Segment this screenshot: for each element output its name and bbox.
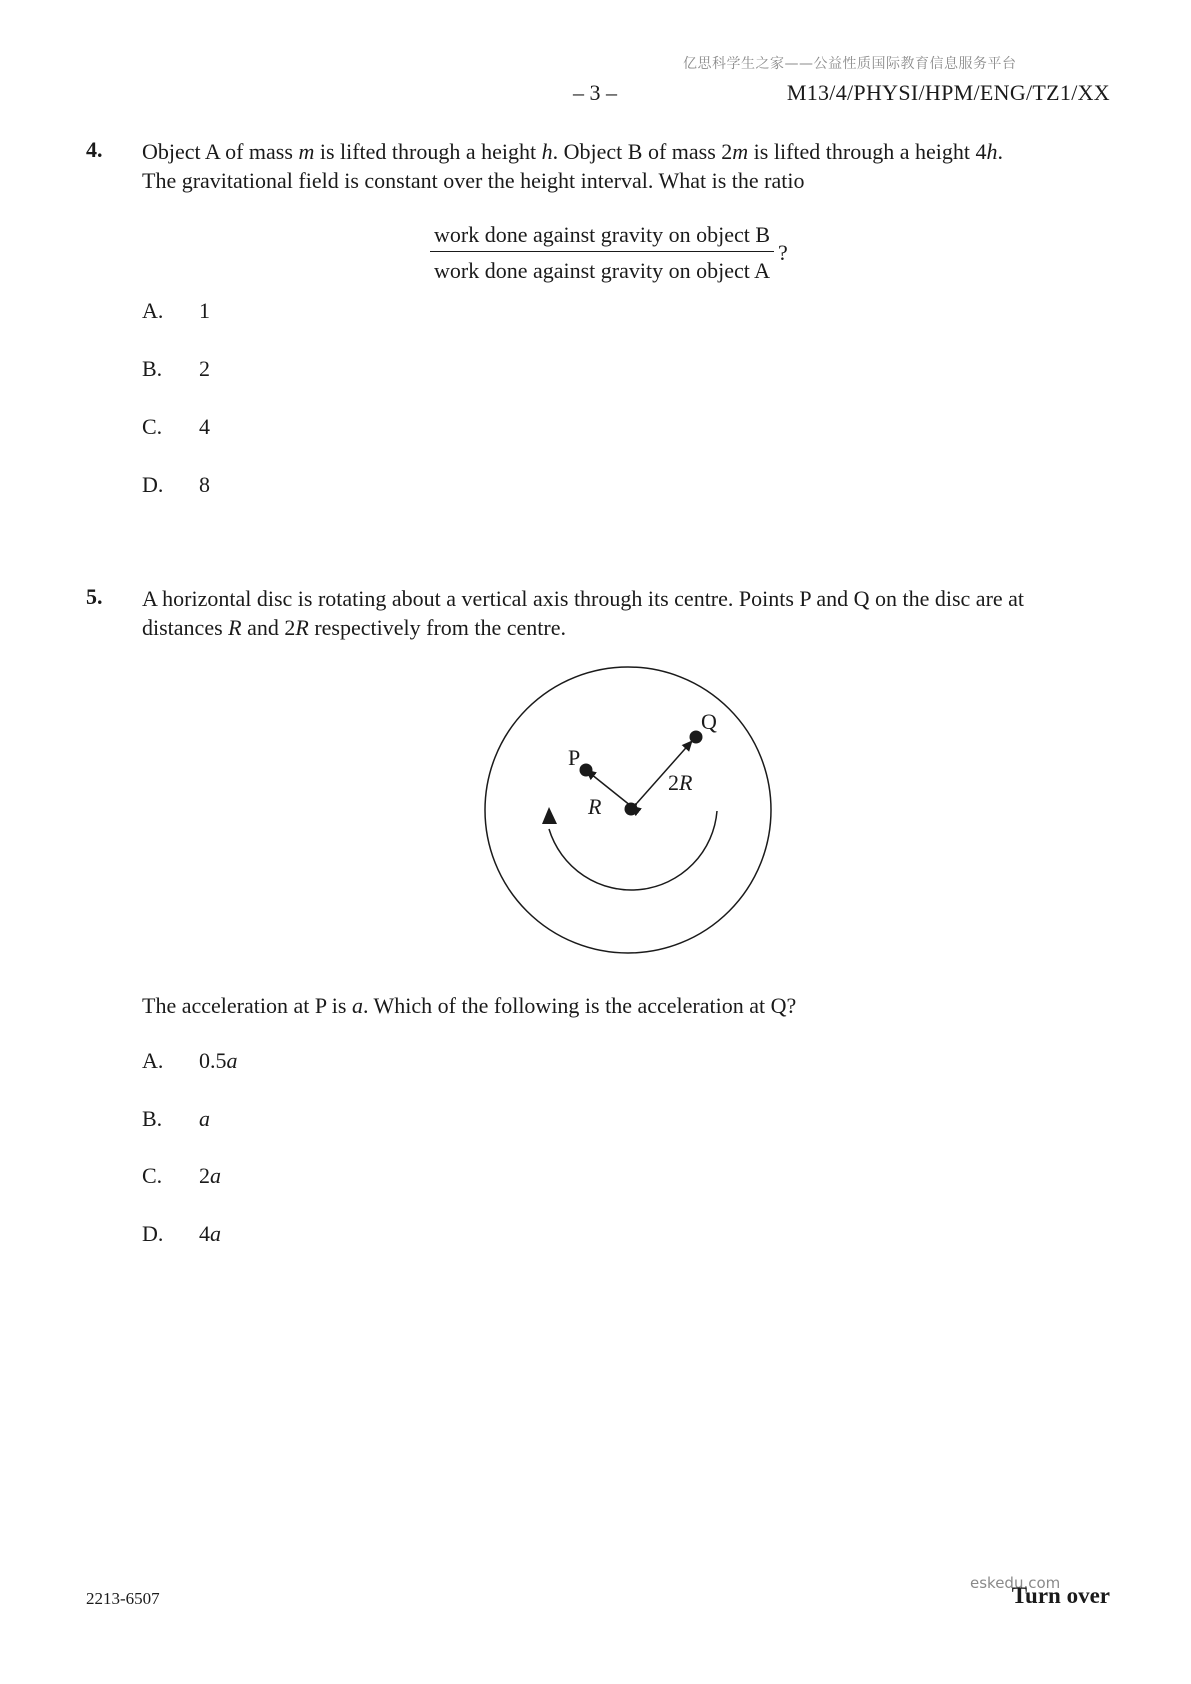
- rotation-arrow-head-icon: [542, 807, 557, 824]
- label-r: R: [588, 794, 602, 819]
- page-number: – 3 –: [573, 80, 617, 105]
- q4-option-c-letter: C.: [142, 414, 163, 439]
- question-4-text: [142, 137, 1110, 195]
- fraction-denominator: work done against gravity on object A: [434, 258, 771, 283]
- fraction-box: [430, 222, 774, 284]
- fraction-question-mark: ?: [778, 240, 788, 265]
- rotating-disc-diagram: [482, 664, 782, 964]
- q4-option-b-letter: B.: [142, 356, 163, 381]
- q5-option-b-letter: B.: [142, 1106, 163, 1131]
- question-5-text: [142, 584, 1110, 642]
- turn-over-label: Turn over: [1011, 1583, 1110, 1608]
- question-5-prompt: The acceleration at P is a. Which of the following is the acceleration at Q?: [142, 993, 797, 1018]
- fraction-numerator: work done against gravity on object B: [430, 222, 774, 252]
- label-2r: 2R: [668, 770, 693, 795]
- footer-watermark: eskedu.com: [970, 1574, 1061, 1592]
- label-q: Q: [701, 709, 717, 734]
- point-p: [580, 764, 593, 777]
- q4-option-d-value: 8: [199, 472, 210, 497]
- q5-option-b-value: a: [199, 1106, 210, 1131]
- q5-option-d-letter: D.: [142, 1221, 164, 1246]
- question-4-number: 4.: [86, 137, 103, 162]
- header-watermark: 亿思科学生之家——公益性质国际教育信息服务平台: [683, 56, 1017, 72]
- q5-option-d-value: 4a: [199, 1221, 221, 1246]
- q4-option-a-letter: A.: [142, 298, 164, 323]
- paper-code: M13/4/PHYSI/HPM/ENG/TZ1/XX: [786, 80, 1110, 105]
- q4-option-c-value: 4: [199, 414, 210, 439]
- ratio-fraction: [430, 222, 788, 284]
- label-p: P: [568, 745, 581, 770]
- q5-option-a-value: 0.5a: [199, 1048, 238, 1073]
- q5-option-a-letter: A.: [142, 1048, 164, 1073]
- q5-option-c-value: 2a: [199, 1163, 221, 1188]
- question-5-number: 5.: [86, 584, 103, 609]
- rotation-arc: [549, 811, 717, 890]
- question-4-line-1: Object A of mass m is lifted through a height h. Object B of mass 2m is lifted through a height 4h.: [142, 139, 1003, 164]
- q4-option-a-value: 1: [199, 298, 210, 323]
- q5-option-c-letter: C.: [142, 1163, 163, 1188]
- q4-option-d-letter: D.: [142, 472, 164, 497]
- disc-centre-point: [625, 803, 638, 816]
- footer-code: 2213-6507: [86, 1589, 160, 1608]
- question-4-line-2: The gravitational field is constant over the height interval. What is the ratio: [142, 168, 805, 193]
- q4-option-b-value: 2: [199, 356, 210, 381]
- question-5-line-2: distances R and 2R respectively from the centre.: [142, 615, 566, 640]
- question-5-line-1: A horizontal disc is rotating about a vertical axis through its centre. Points P and Q on the disc are at: [142, 586, 1025, 611]
